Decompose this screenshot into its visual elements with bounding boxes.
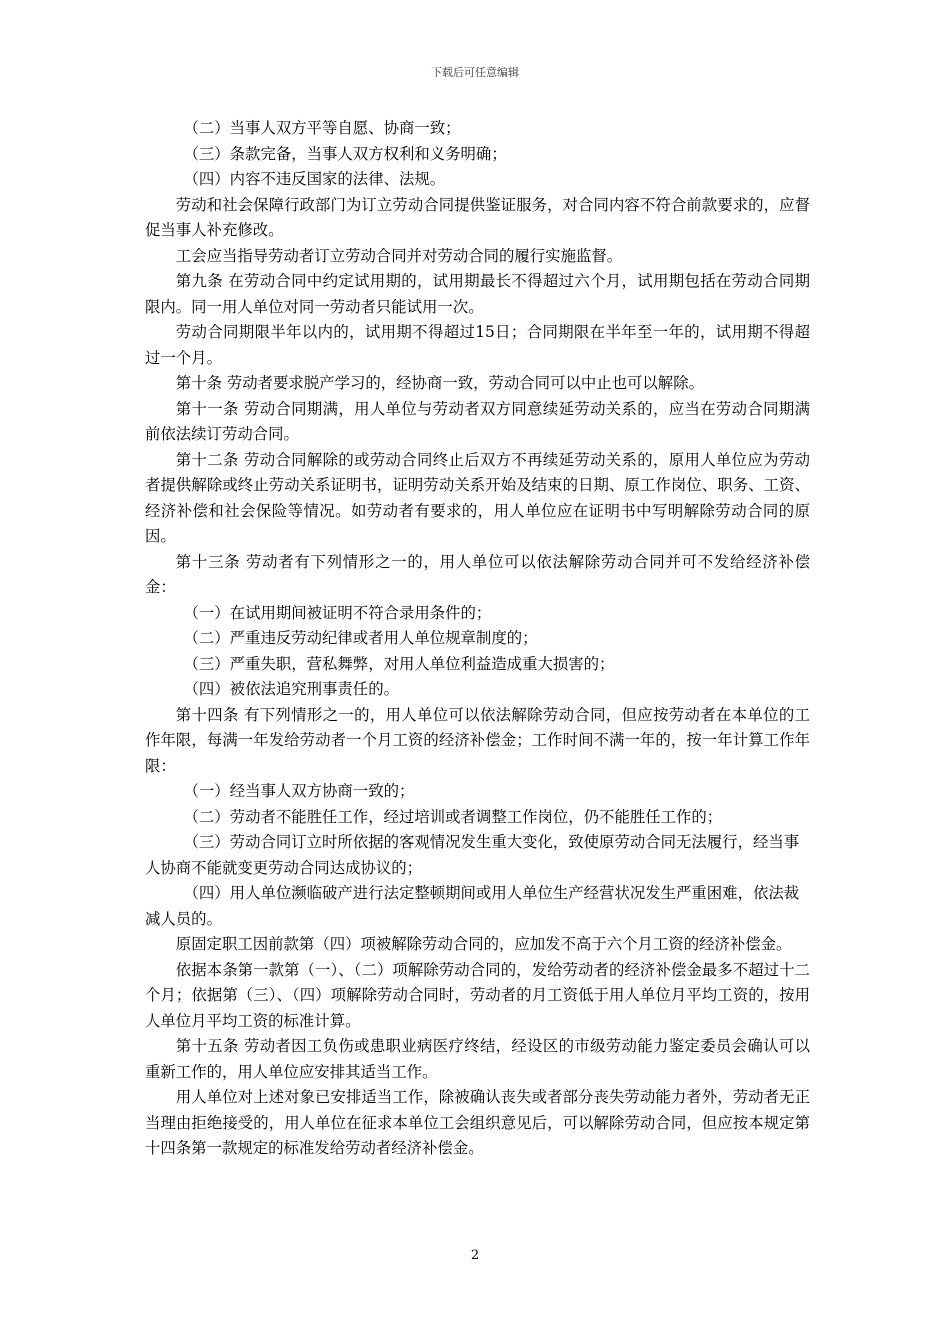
list-item: （四）内容不违反国家的法律、法规。: [183, 170, 446, 188]
paragraph: 第十一条 劳动合同期满，用人单位与劳动者双方同意续延劳动关系的，应当在劳动合同期满前依法续订劳动合同。: [145, 399, 810, 443]
paragraph: 第九条 在劳动合同中约定试用期的，试用期最长不得超过六个月，试用期包括在劳动合同期限内。同一用人单位对同一劳动者只能试用一次。: [145, 272, 810, 316]
document-body: [145, 116, 810, 1162]
paragraph: 第十五条 劳动者因工负伤或患职业病医疗终结，经设区的市级劳动能力鉴定委员会确认可以重新工作的，用人单位应安排其适当工作。: [145, 1037, 810, 1081]
paragraph: 劳动合同期限半年以内的，试用期不得超过15日；合同期限在半年至一年的，试用期不得超过一个月。: [145, 323, 810, 367]
list-item: （二）劳动者不能胜任工作，经过培训或者调整工作岗位，仍不能胜任工作的；: [183, 807, 723, 826]
list-item: （三）劳动合同订立时所依据的客观情况发生重大变化，致使原劳动合同无法履行，经当事人协商不能就变更劳动合同达成协议的；: [145, 833, 800, 877]
paragraph: 第十二条 劳动合同解除的或劳动合同终止后双方不再续延劳动关系的，原用人单位应为劳动者提供解除或终止劳动关系证明书，证明劳动关系开始及结束的日期、原工作岗位、职务、工资、经济补偿和社会保险等情况。如劳动者有要求的，用人单位应在证明书中写明解除劳动合同的原因。: [145, 450, 810, 545]
list-item: （四）用人单位濒临破产进行法定整顿期间或用人单位生产经营状况发生严重困难，依法裁减人员的。: [145, 884, 800, 928]
paragraph: 劳动和社会保障行政部门为订立劳动合同提供鉴证服务，对合同内容不符合前款要求的，应督促当事人补充修改。: [145, 195, 810, 239]
list-item: （一）在试用期间被证明不符合录用条件的；: [183, 603, 492, 622]
paragraph: 第十四条 有下列情形之一的，用人单位可以依法解除劳动合同，但应按劳动者在本单位的工作年限，每满一年发给劳动者一个月工资的经济补偿金；工作时间不满一年的，按一年计算工作年限：: [145, 705, 810, 775]
paragraph: 原固定职工因前款第（四）项被解除劳动合同的，应加发不高于六个月工资的经济补偿金。: [175, 935, 792, 953]
paragraph: 用人单位对上述对象已安排适当工作，除被确认丧失或者部分丧失劳动能力者外，劳动者无正当理由拒绝接受的，用人单位在征求本单位工会组织意见后，可以解除劳动合同，但应按本规定第十四条第一款规定的标准发给劳动者经济补偿金。: [145, 1088, 810, 1157]
list-item: （二）严重违反劳动纪律或者用人单位规章制度的；: [183, 629, 538, 647]
page-header: 下载后可任意编辑: [431, 66, 519, 79]
paragraph: 第十三条 劳动者有下列情形之一的，用人单位可以依法解除劳动合同并可不发给经济补偿金：: [145, 552, 810, 596]
page-number: 2: [470, 1248, 480, 1263]
list-item: （二）当事人双方平等自愿、协商一致；: [183, 119, 461, 137]
list-item: （一）经当事人双方协商一致的；: [183, 782, 415, 800]
paragraph: 工会应当指导劳动者订立劳动合同并对劳动合同的履行实施监督。: [175, 246, 623, 265]
list-item: （三）条款完备，当事人双方权利和义务明确；: [183, 144, 507, 163]
list-item: （三）严重失职，营私舞弊，对用人单位利益造成重大损害的；: [183, 654, 615, 673]
paragraph: 第十条 劳动者要求脱产学习的，经协商一致，劳动合同可以中止也可以解除。: [175, 374, 704, 392]
paragraph: 依据本条第一款第（一）、（二）项解除劳动合同的，发给劳动者的经济补偿金最多不超过十二个月；依据第（三）、（四）项解除劳动合同时，劳动者的月工资低于用人单位月平均工资的，按用人单位月平均工资的标准计算。: [145, 960, 810, 1030]
list-item: （四）被依法追究刑事责任的。: [183, 680, 399, 698]
